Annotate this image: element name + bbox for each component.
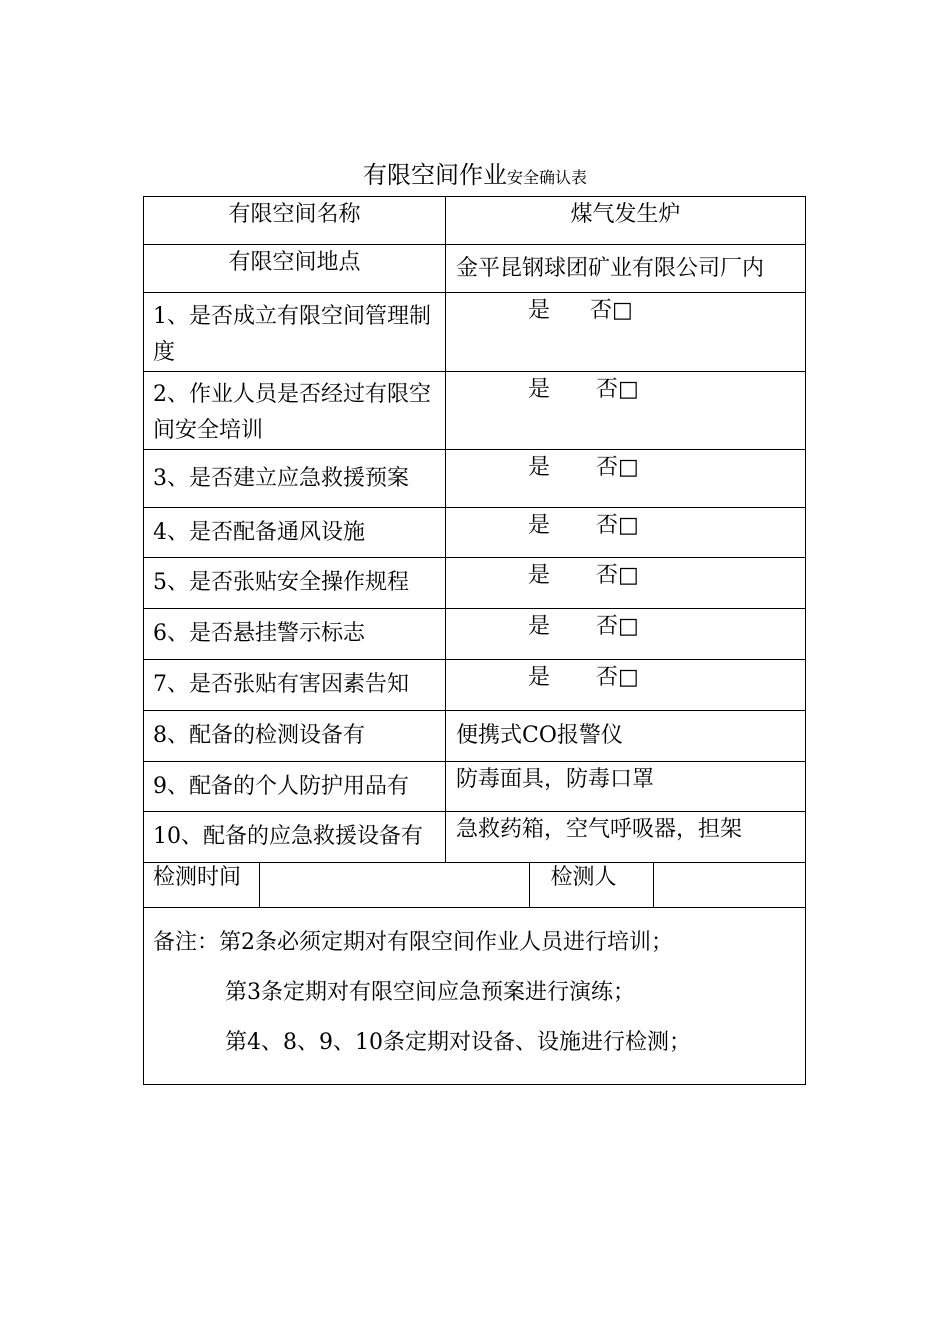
no-option[interactable]: 否□	[596, 377, 639, 402]
equipment-value: 便携式CO报警仪	[446, 711, 806, 762]
check-label: 2、作业人员是否经过有限空间安全培训	[144, 372, 446, 450]
table-row	[144, 908, 806, 1085]
space-name-label: 有限空间名称	[144, 197, 446, 245]
document-title	[0, 155, 950, 190]
equipment-value: 急救药箱，空气呼吸器，担架	[446, 812, 806, 863]
detection-time-label: 检测时间	[144, 863, 259, 907]
check-label: 6、是否悬挂警示标志	[144, 609, 446, 660]
table-row	[144, 558, 806, 609]
table-row	[144, 762, 806, 812]
detection-person-field[interactable]	[653, 863, 806, 907]
check-answer	[446, 450, 806, 508]
table-row	[144, 660, 806, 711]
space-location-value: 金平昆钢球团矿业有限公司厂内	[446, 245, 806, 293]
table-row	[144, 293, 806, 372]
no-option[interactable]: 否□	[596, 614, 639, 639]
check-label: 5、是否张贴安全操作规程	[144, 558, 446, 609]
no-option[interactable]: 否□	[596, 665, 639, 690]
detection-subtable	[144, 863, 806, 907]
table-row	[144, 450, 806, 508]
note-line: 备注：第2条必须定期对有限空间作业人员进行培训；	[153, 930, 673, 955]
note-line: 第3条定期对有限空间应急预案进行演练；	[225, 980, 635, 1005]
check-answer	[446, 372, 806, 450]
check-answer	[446, 508, 806, 558]
no-option[interactable]: 否□	[596, 563, 639, 588]
check-label: 3、是否建立应急救援预案	[144, 450, 446, 508]
space-name-value: 煤气发生炉	[446, 197, 806, 245]
table-row	[144, 609, 806, 660]
detection-time-field[interactable]	[259, 863, 529, 907]
table-row	[144, 245, 806, 293]
check-label: 7、是否张贴有害因素告知	[144, 660, 446, 711]
note-line: 第4、8、9、10条定期对设备、设施进行检测；	[225, 1030, 691, 1055]
check-answer	[446, 293, 806, 372]
table-row	[144, 197, 806, 245]
yes-option[interactable]: 是	[528, 665, 551, 690]
yes-option[interactable]: 是	[528, 513, 551, 538]
check-label: 1、是否成立有限空间管理制度	[144, 293, 446, 372]
detection-cell	[144, 863, 806, 908]
equipment-label: 8、配备的检测设备有	[144, 711, 446, 762]
no-option[interactable]: 否□	[590, 298, 633, 323]
yes-option[interactable]: 是	[528, 377, 551, 402]
equipment-label: 9、配备的个人防护用品有	[144, 762, 446, 812]
safety-confirmation-table	[143, 196, 806, 1085]
check-answer	[446, 660, 806, 711]
check-answer	[446, 609, 806, 660]
table-row	[144, 812, 806, 863]
yes-option[interactable]: 是	[528, 614, 551, 639]
table-row	[144, 711, 806, 762]
title-suffix: 安全确认表	[506, 168, 587, 187]
title-main: 有限空间作业	[362, 161, 507, 189]
yes-option[interactable]: 是	[528, 563, 551, 588]
yes-option[interactable]: 是	[528, 298, 551, 323]
table-row	[144, 508, 806, 558]
equipment-value: 防毒面具，防毒口罩	[446, 762, 806, 812]
yes-option[interactable]: 是	[528, 455, 551, 480]
no-option[interactable]: 否□	[596, 455, 639, 480]
no-option[interactable]: 否□	[596, 513, 639, 538]
check-answer	[446, 558, 806, 609]
table-row	[144, 863, 806, 908]
detection-person-label: 检测人	[529, 863, 653, 907]
equipment-label: 10、配备的应急救援设备有	[144, 812, 446, 863]
notes-cell	[144, 908, 806, 1085]
space-location-label: 有限空间地点	[144, 245, 446, 293]
check-label: 4、是否配备通风设施	[144, 508, 446, 558]
table-row	[144, 372, 806, 450]
